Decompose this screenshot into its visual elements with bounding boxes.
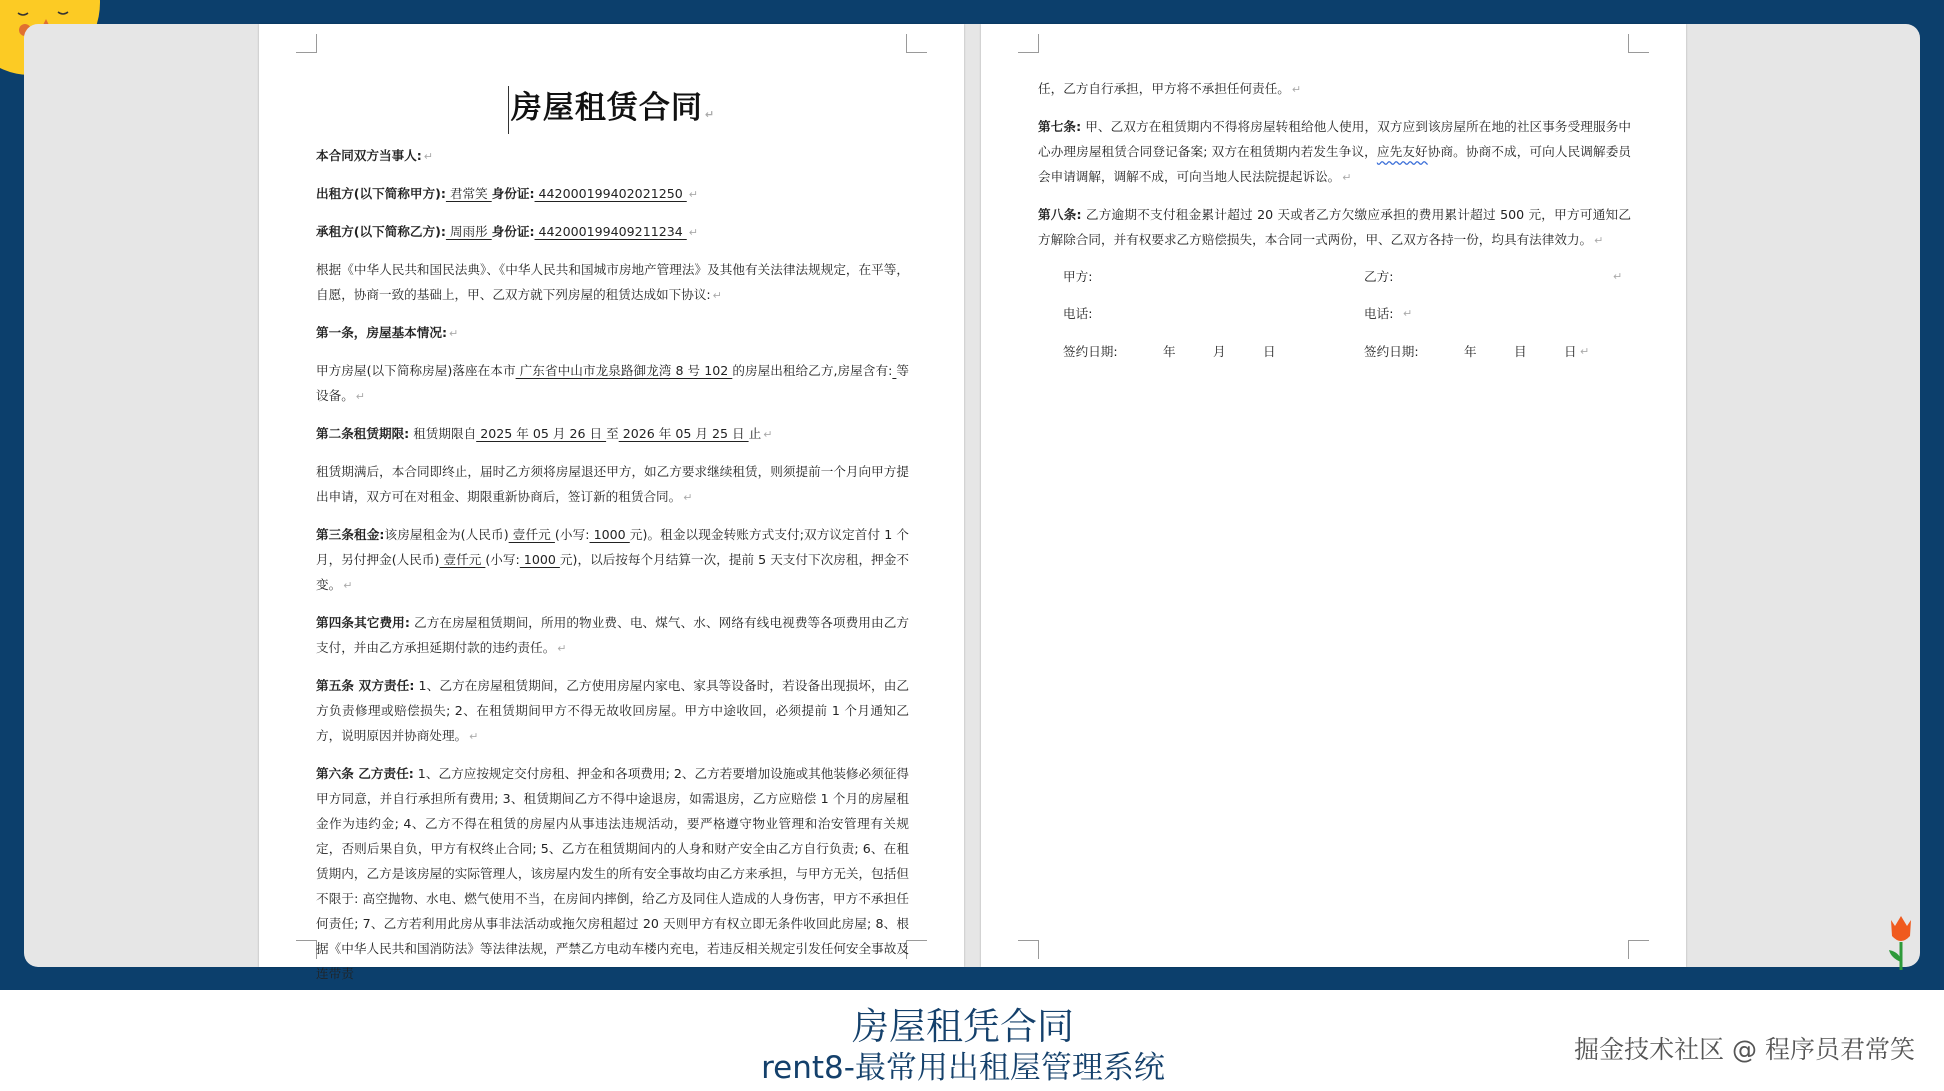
date-b-year: 年: [1464, 344, 1477, 359]
paragraph-text: (小写:: [485, 552, 520, 567]
party-a-label: 甲方:: [1063, 269, 1093, 284]
paragraph-text: 乙方逾期不支付租金累计超过 20 天或者乙方欠缴应承担的费用累计超过 500 元，甲方可通知乙方解除合同，并有权要求乙方赔偿损失，本合同一式两份，甲、乙双方各持一份，均具有法律效力。: [1038, 207, 1631, 247]
document-page-1: [259, 24, 964, 981]
return-mark-icon: ↵: [1291, 83, 1302, 96]
date-b-label: 签约日期:: [1364, 344, 1419, 359]
paragraph-text: 元)。租金以现金转账方式支付;双方议定首付 1 个月，另付押金(人民币): [316, 527, 909, 567]
paragraph: [316, 143, 909, 169]
paragraph-text: 甲、乙双方在租赁期内不得将房屋转租给他人使用，双方应到该房屋所在地的社区事务受理服务中心办理房屋租赁合同登记备案; 双方在租赁期内若发生争议，: [1038, 119, 1631, 159]
paragraph-text: 甲方房屋(以下简称房屋)落座在本市: [316, 363, 516, 378]
tulip-icon: [1886, 912, 1916, 972]
clause-heading: 身份证:: [491, 224, 535, 239]
paragraph-text: 1、乙方应按规定交付房租、押金和各项费用; 2、乙方若要增加设施或其他装修必须征得甲方同意，并自行承担所有费用; 3、租赁期间乙方不得中途退房，如需退房，乙方应赔偿 1 个月的房屋租金作为违约金; 4、乙方不得在租赁的房屋内从事违法违规活动，要严格遵守物业管理和治安管理有关规定，否则后果自负，甲方有权终止合同; 5、乙方在租赁期间内的人身和财产安全由乙方自行负责; 6、在租赁期内，乙方是该房屋的实际管理人，该房屋内发生的所有安全事故均由乙方来承担，与甲方无关，包括但不限于: 高空抛物、水电、燃气使用不当，在房间内摔倒，给乙方及同住人造成的人身伤害，甲方不承担任何责任; 7、乙方若利用此房从事非法活动或拖欠房租超过 20 天则甲方有权立即无条件收回此房屋; 8、根据《中华人民共和国消防法》等法律法规，严禁乙方电动车楼内充电，若违反相关规定引发任何安全事故及连带责: [316, 766, 910, 981]
phone-b-label: 电话:: [1364, 306, 1394, 321]
paragraph-text: 租赁期限自: [409, 426, 477, 441]
clause-heading: 第六条 乙方责任:: [316, 766, 414, 781]
return-mark-icon: ↵: [1613, 270, 1623, 283]
paragraph: [316, 459, 909, 510]
paragraph-text: 元)，以后按每个月结算一次，提前 5 天支付下次房租，押金不变。: [316, 552, 909, 592]
return-mark-icon: ↵: [343, 579, 353, 592]
filled-field: 周雨彤: [445, 224, 492, 239]
filled-field: 壹仟元: [508, 527, 555, 542]
return-mark-icon: ↵: [712, 289, 722, 302]
page-1-body[interactable]: [316, 143, 909, 998]
paragraph-text: 该房屋租金为(人民币): [384, 527, 509, 542]
filled-field: 1000: [589, 527, 630, 542]
return-mark-icon: ↵: [763, 428, 773, 441]
return-mark-icon: ↵: [1342, 171, 1352, 184]
paragraph-text: 租赁期满后，本合同即终止，届时乙方须将房屋退还甲方，如乙方要求继续租赁，则须提前一个月向甲方提出申请，双方可在对租金、期限重新协商后，签订新的租赁合同。: [316, 464, 909, 504]
filled-field: 2026 年 05 月 25 日: [618, 426, 749, 441]
paragraph-text: 的房屋出租给乙方,房屋含有:: [732, 363, 893, 378]
crop-mark: [906, 940, 927, 959]
signature-party-row: [981, 264, 1686, 289]
paragraph: [316, 421, 909, 447]
text-cursor: [508, 86, 509, 134]
clause-heading: 第二条租赁期限:: [316, 426, 410, 441]
return-mark-icon: ↵: [688, 226, 698, 239]
filled-field: 广东省中山市龙泉路御龙湾 8 号 102: [515, 363, 733, 378]
paragraph: [316, 320, 909, 346]
document-page-2: [981, 24, 1686, 967]
paragraph-text: 协商。协商不成，可向人民调解委员会申请调解，调解不成，可向当地人民法院提起诉讼。: [1038, 144, 1632, 184]
date-a-label: 签约日期:: [1063, 344, 1118, 359]
paragraph-text: 至: [606, 426, 619, 441]
return-mark-icon: ↵: [1594, 234, 1604, 247]
paragraph-text: 根据《中华人民共和国民法典》、《中华人民共和国城市房地产管理法》及其他有关法律法规规定，在平等，自愿，协商一致的基础上，甲、乙双方就下列房屋的租赁达成如下协议:: [316, 262, 909, 302]
paragraph: [316, 358, 909, 409]
clause-heading: 本合同双方当事人:: [316, 148, 422, 163]
page-2-body[interactable]: [1038, 76, 1631, 265]
paragraph: [316, 673, 909, 749]
return-mark-icon: ↵: [1403, 307, 1413, 320]
crop-mark: [1018, 34, 1039, 53]
clause-heading: 承租方(以下简称乙方):: [316, 224, 446, 239]
date-a-year: 年: [1163, 344, 1176, 359]
clause-heading: 第四条其它费用:: [316, 615, 410, 630]
crop-mark: [1628, 940, 1649, 959]
caption-subtitle: rent8-最常用出租屋管理系统: [761, 1050, 1165, 1086]
paragraph-text: 止: [748, 426, 762, 441]
filled-field: 君常笑: [445, 186, 492, 201]
crop-mark: [1018, 940, 1039, 959]
paragraph: [1038, 114, 1631, 190]
filled-field: 442000199409211234: [534, 224, 687, 239]
signature-date-row: [981, 339, 1686, 364]
paragraph-text: 乙方在房屋租赁期间，所用的物业费、电、煤气、水、网络有线电视费等各项费用由乙方支付，并由乙方承担延期付款的违约责任。: [316, 615, 909, 655]
filled-field: 1000: [519, 552, 560, 567]
clause-heading: 出租方(以下简称甲方):: [316, 186, 446, 201]
crop-mark: [906, 34, 927, 53]
clause-heading: 第七条:: [1038, 119, 1082, 134]
date-a-day: 日: [1263, 344, 1276, 359]
paragraph: [316, 522, 909, 598]
return-mark-icon: ↵: [688, 188, 698, 201]
paragraph-text: 任，乙方自行承担，甲方将不承担任何责任。: [1038, 81, 1290, 96]
document-title-text: 房屋租赁合同: [510, 90, 703, 126]
paragraph-text: 应先友好: [1376, 144, 1428, 159]
filled-field: 壹仟元: [439, 552, 486, 567]
return-mark-icon: ↵: [469, 730, 479, 743]
caption-title: 房屋租凭合同: [852, 1005, 1074, 1048]
document-title[interactable]: [259, 82, 964, 134]
clause-heading: 第一条，房屋基本情况:: [316, 325, 447, 340]
date-b-day: 日: [1564, 344, 1577, 359]
clause-heading: 第三条租金:: [316, 527, 385, 542]
return-mark-icon: ↵: [704, 108, 716, 121]
date-b-month: 目: [1514, 344, 1527, 359]
return-mark-icon: ↵: [448, 327, 459, 340]
paragraph: [316, 257, 909, 308]
paragraph: [316, 761, 909, 986]
paragraph: [316, 610, 909, 661]
paragraph: [1038, 202, 1631, 253]
paragraph: [316, 219, 909, 245]
crop-mark: [1628, 34, 1649, 53]
paragraph-text: 等设备。: [316, 363, 909, 403]
filled-field: 442000199402021250: [534, 186, 687, 201]
clause-heading: 第五条 双方责任:: [316, 678, 415, 693]
return-mark-icon: ↵: [683, 491, 693, 504]
paragraph: [1038, 76, 1631, 102]
return-mark-icon: ↵: [1580, 345, 1590, 358]
paragraph-text: 1、乙方在房屋租赁期间，乙方使用房屋内家电、家具等设备时，若设备出现损坏，由乙方负责修理或赔偿损失; 2、在租赁期间甲方不得无故收回房屋。甲方中途收回，必须提前 1 个月通知乙方，说明原因并协商处理。: [316, 678, 909, 743]
return-mark-icon: ↵: [423, 150, 434, 163]
crop-mark: [296, 34, 317, 53]
date-a-month: 月: [1213, 344, 1226, 359]
party-b-label: 乙方:: [1364, 269, 1394, 284]
watermark: 掘金技术社区 @ 程序员君常笑: [1574, 1035, 1915, 1064]
crop-mark: [296, 940, 317, 959]
paragraph: [316, 181, 909, 207]
filled-field: 2025 年 05 月 26 日: [476, 426, 607, 441]
return-mark-icon: ↵: [355, 390, 365, 403]
clause-heading: 第八条:: [1038, 207, 1082, 222]
signature-phone-row: [981, 301, 1686, 326]
phone-a-label: 电话:: [1063, 306, 1093, 321]
return-mark-icon: ↵: [557, 642, 567, 655]
clause-heading: 身份证:: [491, 186, 535, 201]
paragraph-text: (小写:: [554, 527, 590, 542]
